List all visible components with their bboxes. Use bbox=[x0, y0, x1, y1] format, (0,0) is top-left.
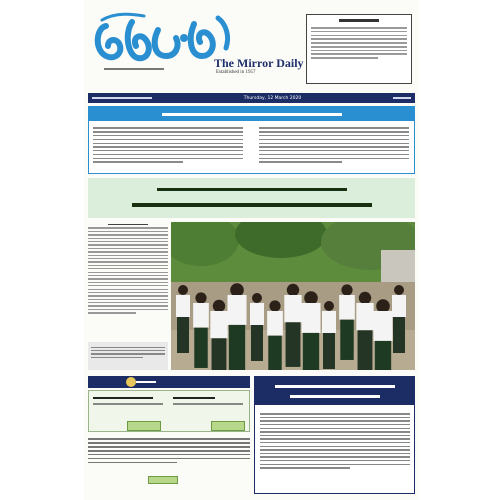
headline-column-right bbox=[259, 125, 409, 165]
student-figure bbox=[268, 336, 281, 370]
bottom-left-footer bbox=[148, 476, 178, 486]
student-figure bbox=[356, 303, 373, 330]
student-figure bbox=[286, 322, 301, 367]
student-figure bbox=[323, 333, 335, 369]
student-figure bbox=[376, 299, 390, 313]
student-figure bbox=[230, 283, 244, 297]
dateline-bar bbox=[88, 93, 415, 103]
student-figure bbox=[375, 341, 391, 370]
student-figure bbox=[287, 284, 299, 296]
student-figure bbox=[358, 330, 373, 370]
student-figure bbox=[213, 300, 225, 312]
headline-bar bbox=[89, 107, 414, 121]
students-walking-photo bbox=[171, 222, 415, 370]
subpanel-heading-left bbox=[93, 395, 153, 401]
student-figure bbox=[250, 303, 264, 325]
student-figure bbox=[304, 291, 318, 305]
student-figure bbox=[267, 311, 283, 336]
student-figure bbox=[301, 303, 320, 333]
newspaper-page bbox=[84, 0, 419, 500]
student-figure bbox=[393, 317, 405, 353]
student-figure bbox=[194, 328, 207, 368]
dateline-date: Thursday, 12 March 2020 bbox=[243, 95, 302, 101]
main-headline-line-1 bbox=[88, 184, 415, 193]
notice-box bbox=[306, 14, 412, 84]
bottom-right-heading bbox=[255, 377, 414, 405]
student-figure bbox=[284, 295, 301, 322]
student-figure bbox=[341, 284, 352, 295]
student-figure bbox=[227, 295, 246, 325]
bottom-left-body bbox=[88, 436, 250, 466]
main-headline bbox=[88, 178, 415, 218]
student-figure bbox=[251, 325, 263, 361]
tag-right bbox=[211, 421, 245, 431]
student-figure bbox=[195, 292, 206, 303]
story-column bbox=[88, 222, 168, 340]
student-figure bbox=[394, 285, 404, 295]
student-figure bbox=[193, 303, 209, 328]
tag-left bbox=[127, 421, 161, 431]
masthead-title-en: The Mirror Daily bbox=[214, 56, 304, 70]
bottom-left-subpanel bbox=[88, 390, 250, 432]
student-figure bbox=[229, 325, 245, 370]
main-headline-line-2 bbox=[88, 199, 415, 210]
logo-subline bbox=[104, 68, 164, 70]
student-figure bbox=[359, 292, 371, 304]
photo-caption bbox=[88, 342, 168, 370]
student-figure bbox=[339, 295, 355, 320]
student-figure bbox=[324, 301, 334, 311]
masthead-established: Established in 1957 bbox=[216, 70, 256, 75]
headline-box bbox=[88, 106, 415, 174]
student-figure bbox=[176, 295, 190, 317]
student-figure bbox=[252, 293, 262, 303]
bottom-left-bar bbox=[88, 376, 250, 388]
bottom-left-section bbox=[88, 376, 250, 494]
bottom-right-section bbox=[254, 376, 415, 494]
subpanel-heading-right bbox=[173, 395, 215, 401]
student-figure bbox=[392, 295, 406, 317]
student-figure bbox=[269, 300, 280, 311]
student-figure bbox=[322, 311, 336, 333]
bottom-right-body bbox=[260, 411, 410, 471]
student-figure bbox=[177, 317, 189, 353]
emblem-icon bbox=[126, 377, 136, 387]
headline-column-left bbox=[93, 125, 243, 165]
student-figure bbox=[212, 338, 227, 370]
notice-title bbox=[311, 18, 407, 24]
student-figure bbox=[303, 333, 319, 370]
student-figure bbox=[373, 311, 392, 341]
student-figure bbox=[178, 285, 188, 295]
student-figure bbox=[340, 320, 353, 360]
student-figure bbox=[210, 311, 227, 338]
